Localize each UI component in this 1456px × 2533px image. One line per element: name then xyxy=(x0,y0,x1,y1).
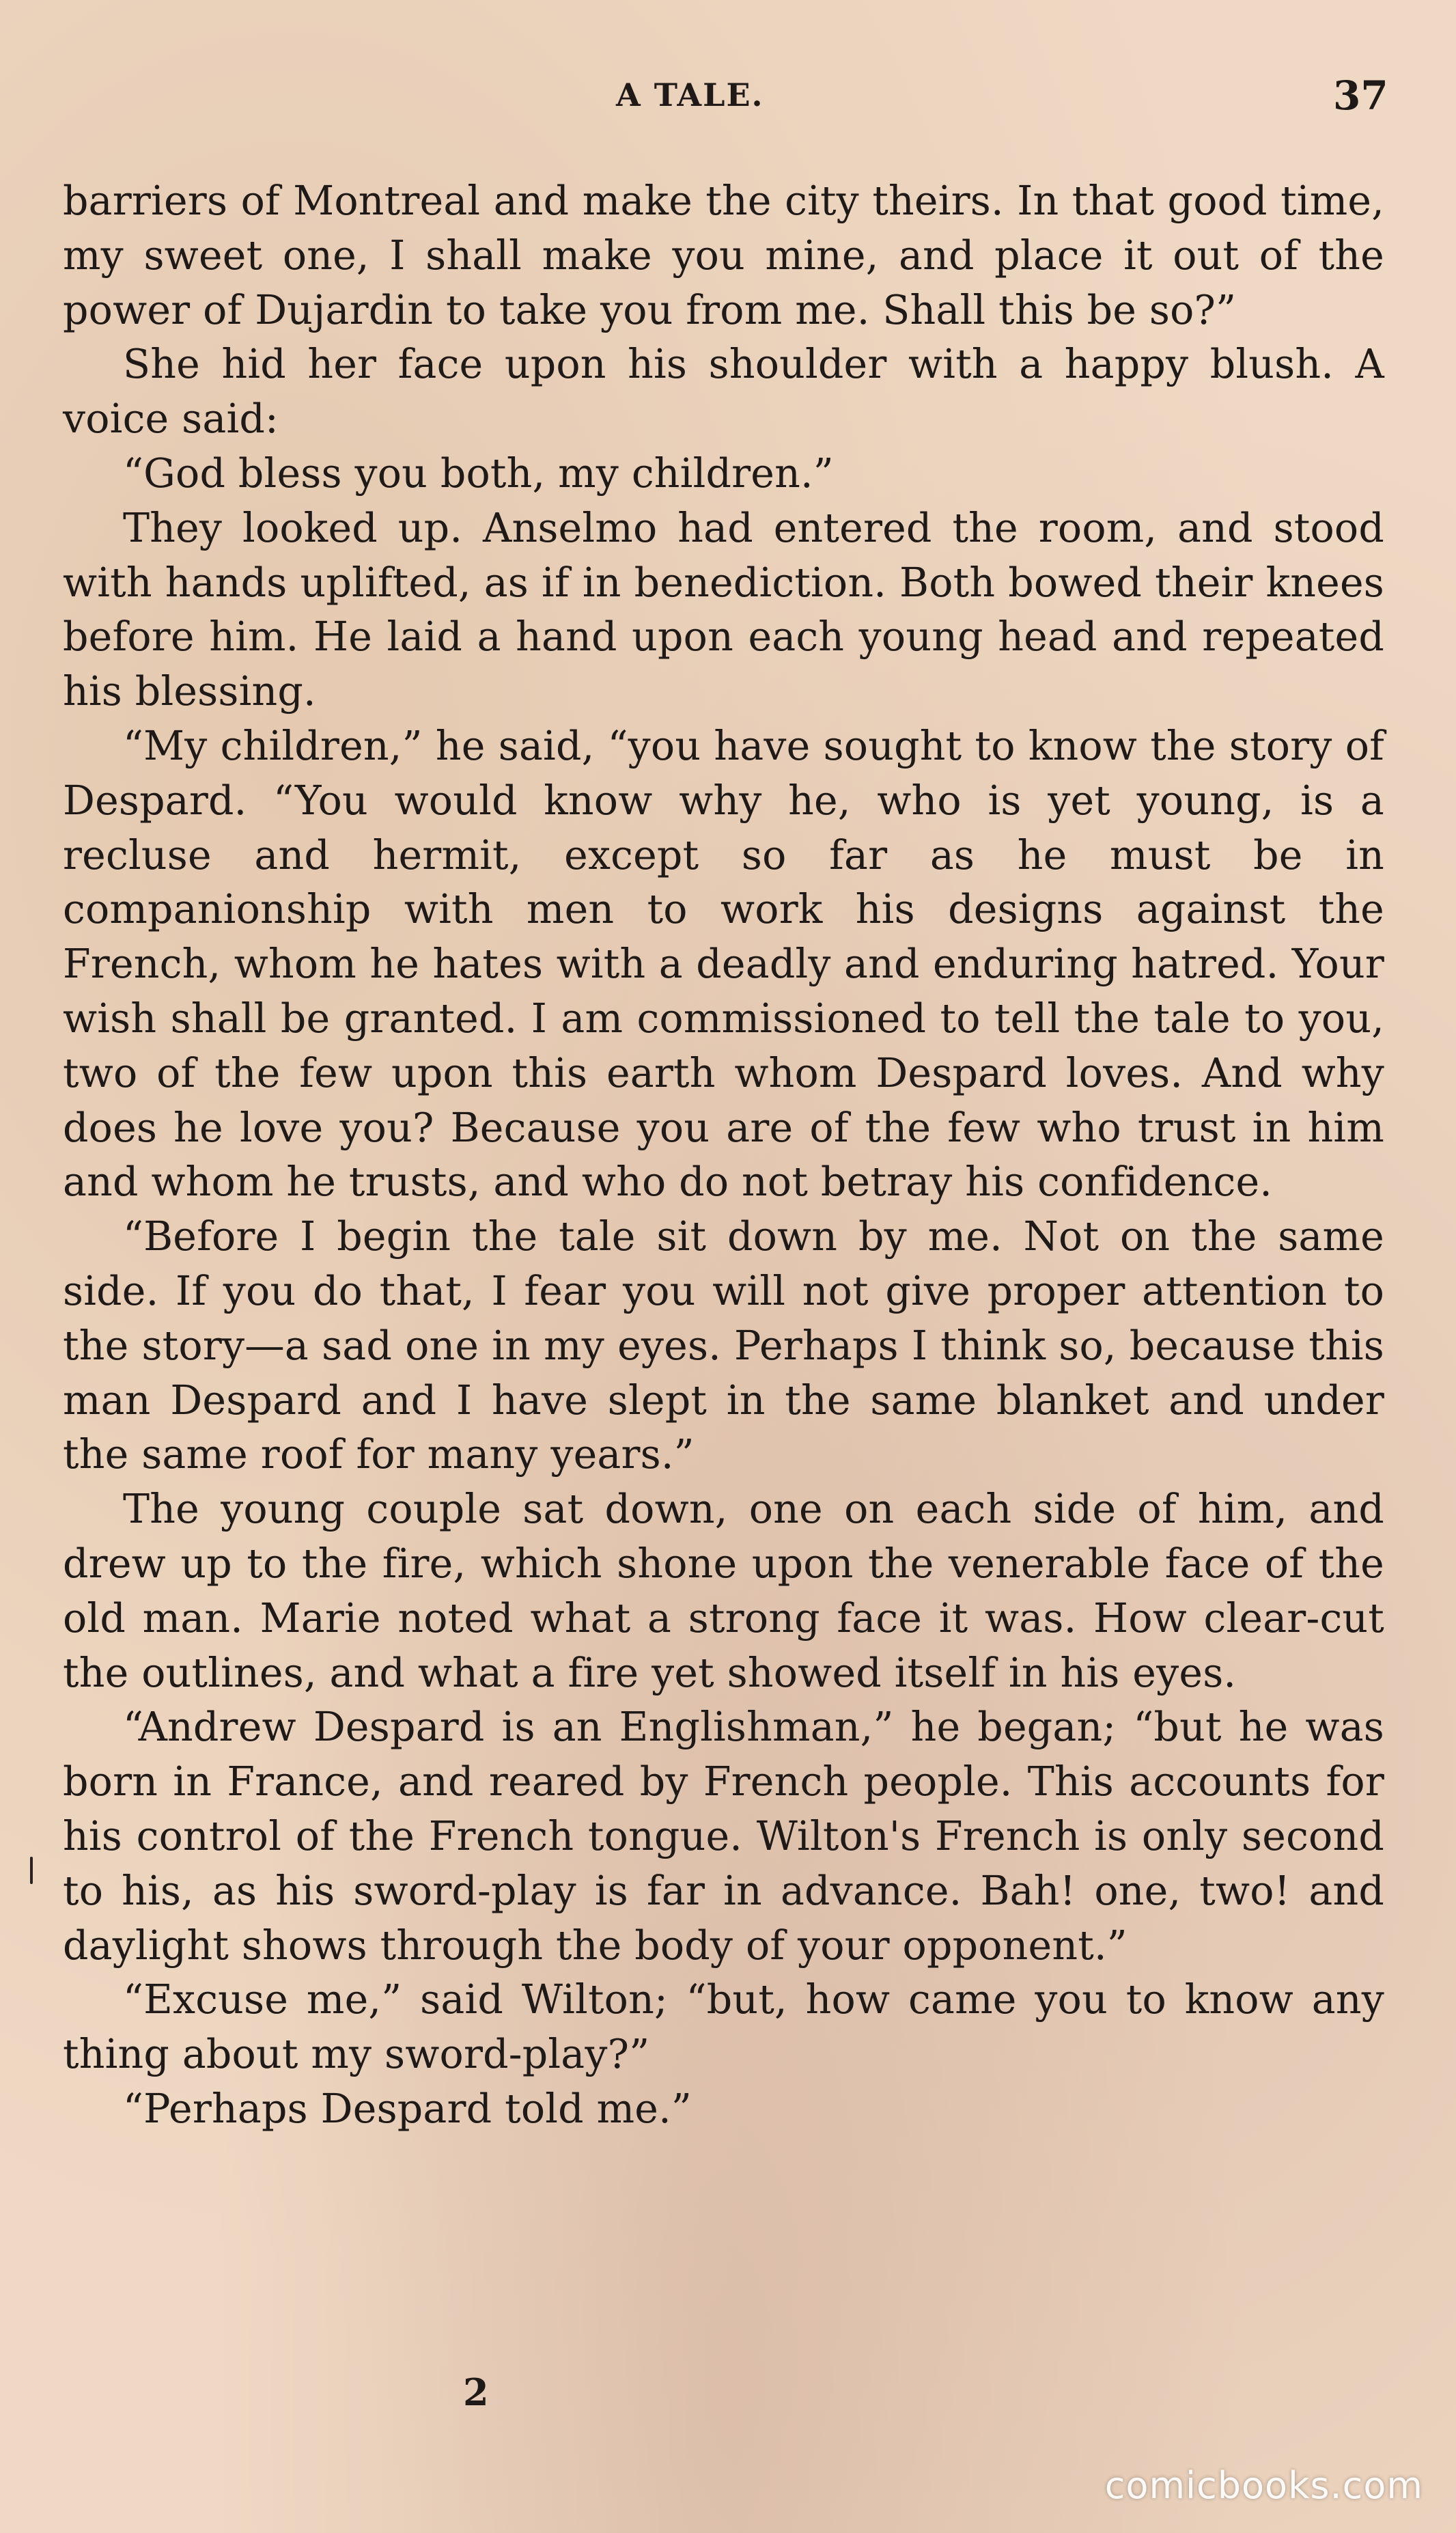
paragraph: “Excuse me,” said Wilton; “but, how came you to know any thing about my sword-play?” xyxy=(63,1976,1384,2078)
paragraph: The young couple sat down, one on each side of him, and drew up to the fire, which shone upon the venerable face of the old man. Marie noted what a strong face it was. How clear-cut the outlines, and what a fire yet showed itself in his eyes. xyxy=(63,1486,1384,1696)
paragraph: They looked up. Anselmo had entered the room, and stood with hands uplifted, as if in benediction. Both bowed their knees before him. He laid a hand upon each young head and repeated his blessing. xyxy=(63,504,1384,715)
paragraph: “God bless you both, my children.” xyxy=(123,449,834,497)
margin-mark xyxy=(30,1857,33,1884)
paragraph: She hid her face upon his shoulder with a happy blush. A voice said: xyxy=(63,341,1384,443)
page-number: 37 xyxy=(1333,72,1388,119)
paragraph: “My children,” he said, “you have sought to know the story of Despard. “You would know why he, who is yet young, is a recluse and hermit, except so far as he must be in companionship with men to work his designs against the French, whom he hates with a deadly and enduring hatred. Your wish shall be granted. I am commissioned to tell the tale to you, two of the few upon this earth whom Despard loves. And why does he love you? Because you are of the few who trust in him and whom he trusts, and who do not betray his confidence. xyxy=(63,722,1384,1206)
header-title: A TALE. xyxy=(616,77,764,113)
running-head xyxy=(0,72,1456,131)
paragraph: “Before I begin the tale sit down by me. Not on the same side. If you do that, I fear you will not give proper attention to the story—a sad one in my eyes. Perhaps I think so, because this man Despard and I have slept in the same blanket and under the same roof for many years.” xyxy=(63,1213,1384,1478)
body-text xyxy=(63,174,1384,2137)
watermark: comicbooks.com xyxy=(1104,2464,1423,2507)
signature-mark: 2 xyxy=(463,2370,489,2414)
paragraph: “Andrew Despard is an Englishman,” he began; “but he was born in France, and reared by French people. This accounts for his control of the French tongue. Wilton's French is only second to his, as his sword-play is far in advance. Bah! one, two! and daylight shows through the body of your opponent.” xyxy=(63,1704,1384,1969)
paragraph: barriers of Montreal and make the city theirs. In that good time, my sweet one, I shall make you mine, and place it out of the power of Dujardin to take you from me. Shall this be so?” xyxy=(63,178,1384,333)
paragraph: “Perhaps Despard told me.” xyxy=(123,2085,692,2132)
